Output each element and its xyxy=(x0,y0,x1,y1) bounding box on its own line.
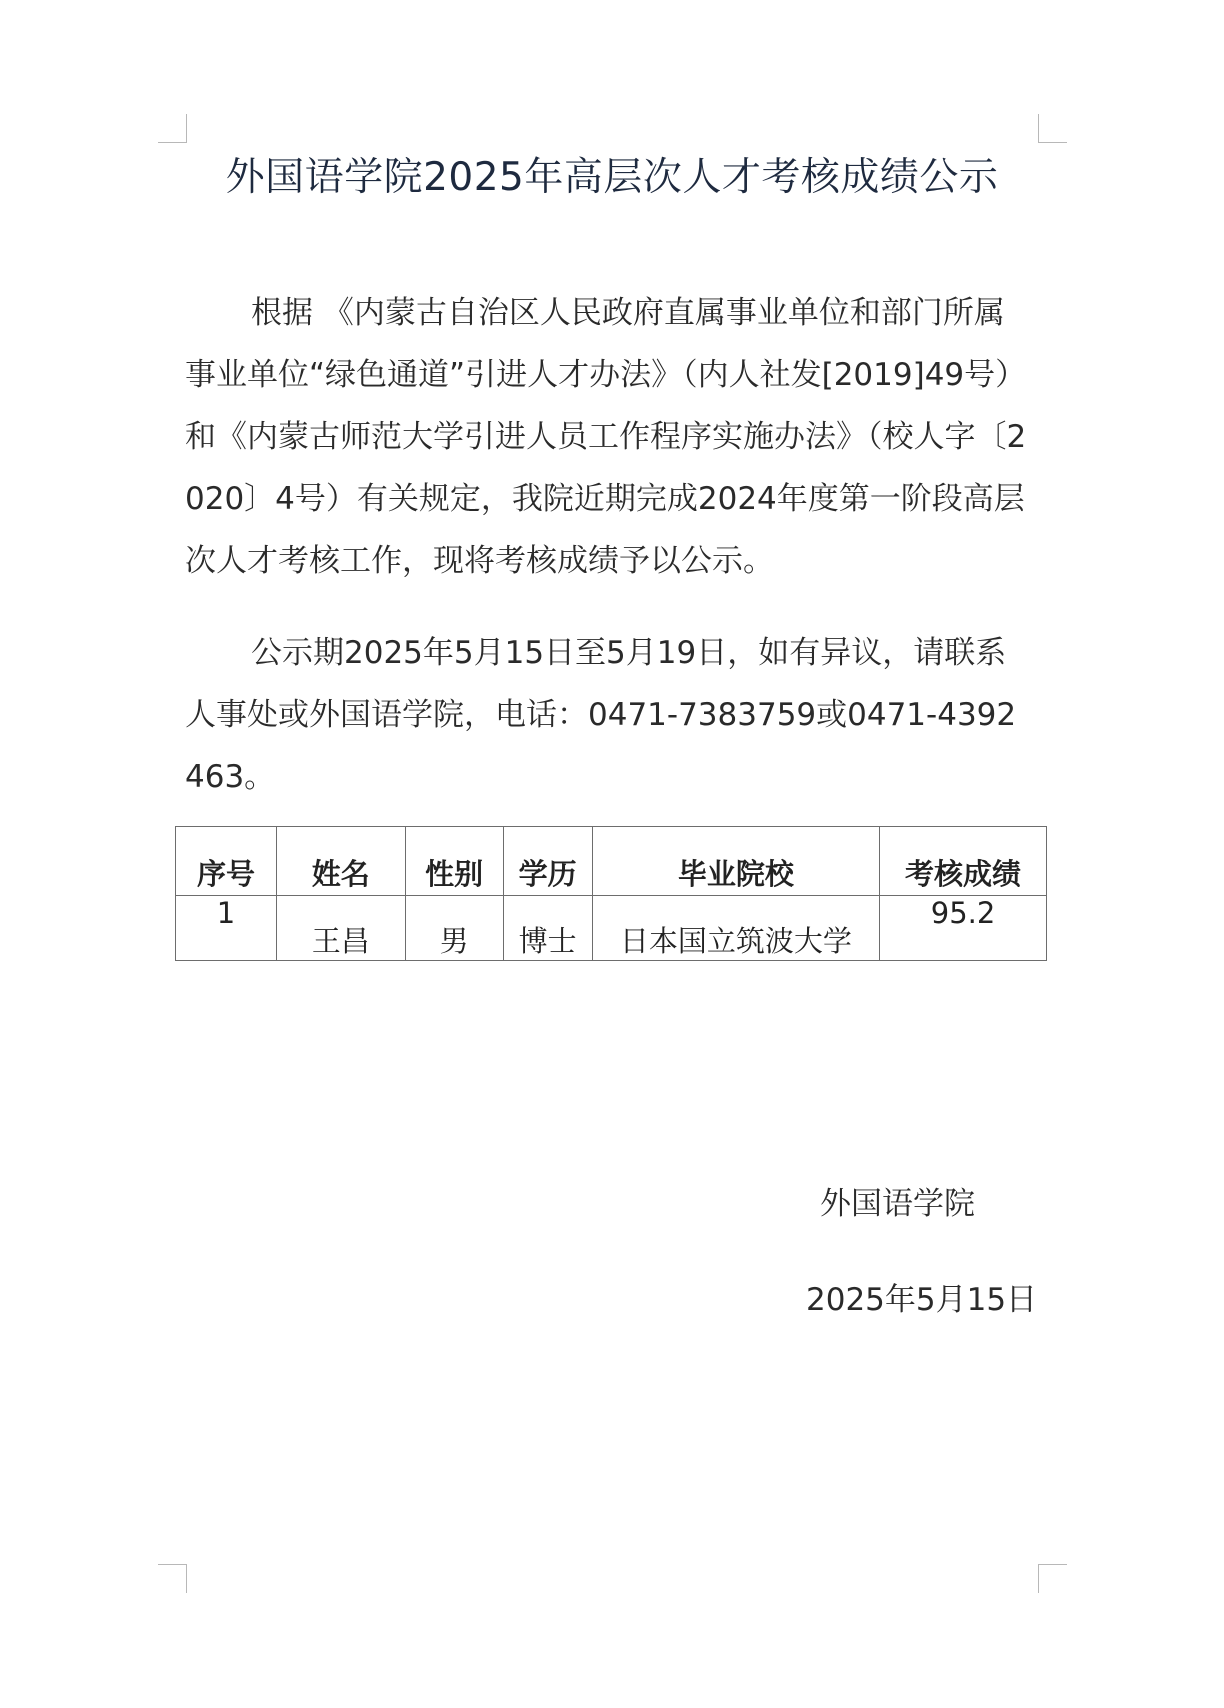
corner-mark-top-left xyxy=(158,114,187,143)
table-row xyxy=(176,896,1047,961)
body-paragraph-2: 公示期2025年5月15日至5月19日，如有异议，请联系人事处或外国语学院，电话：0471-7383759或0471-4392463。 xyxy=(185,635,1017,795)
signature-organization: 外国语学院 xyxy=(820,1186,975,1222)
corner-mark-bottom-left xyxy=(158,1564,187,1593)
cell-score: 95.2 xyxy=(880,896,1047,961)
cell-education: 博士 xyxy=(503,896,592,961)
header-education: 学历 xyxy=(503,827,592,896)
header-index: 序号 xyxy=(176,827,277,896)
cell-gender: 男 xyxy=(405,896,503,961)
cell-university: 日本国立筑波大学 xyxy=(592,896,880,961)
header-score: 考核成绩 xyxy=(880,827,1047,896)
header-university: 毕业院校 xyxy=(592,827,880,896)
cell-index: 1 xyxy=(176,896,277,961)
header-name: 姓名 xyxy=(276,827,405,896)
body-paragraph-1: 根据 《内蒙古自治区人民政府直属事业单位和部门所属事业单位“绿色通道”引进人才办法》（内人社发[2019]49号）和《内蒙古师范大学引进人员工作程序实施办法》（校人字〔2020〕4号）有关规定，我院近期完成2024年度第一阶段高层次人才考核工作，现将考核成绩予以公示。 xyxy=(185,295,1027,579)
cell-name: 王昌 xyxy=(276,896,405,961)
corner-mark-top-right xyxy=(1038,114,1067,143)
header-gender: 性别 xyxy=(405,827,503,896)
table-header-row xyxy=(176,827,1047,896)
corner-mark-bottom-right xyxy=(1038,1564,1067,1593)
signature-date: 2025年5月15日 xyxy=(806,1282,1038,1318)
score-table xyxy=(175,826,1047,961)
document-title: 外国语学院2025年高层次人才考核成绩公示 xyxy=(225,155,999,200)
